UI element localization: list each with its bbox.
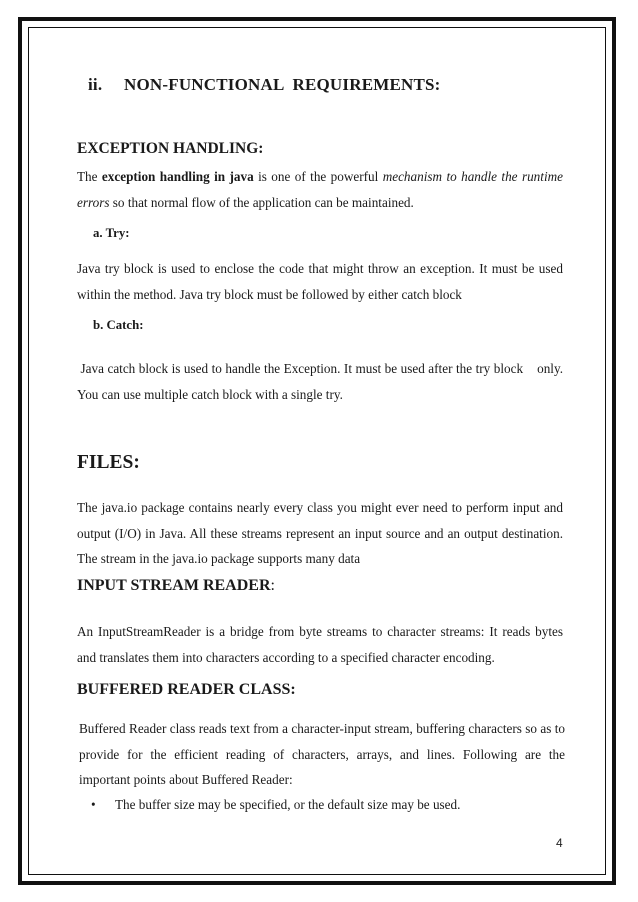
bullet-list-item [91,797,460,813]
section-title: NON-FUNCTIONAL REQUIREMENTS: [124,75,441,94]
intro-italic-phrase: mechanism to handle the runtime [382,169,563,184]
intro-text-mid: is one of the powerful [253,169,383,184]
files-paragraph: The java.io package contains nearly every class you might ever need to perform input and output (I/O) in Java. All these streams represent an input source and an output destination. The stream in the java.io package supports many data [77,500,563,566]
input-stream-reader-title: INPUT STREAM READER [77,577,271,594]
page-number: 4 [556,836,563,850]
catch-paragraph: Java catch block is used to handle the Exception. It must be used after the try block only. You can use multiple catch block with a single try. [77,361,566,402]
catch-label: b. Catch: [93,318,144,332]
section-heading [83,75,441,95]
input-stream-reader-heading [77,577,275,595]
input-stream-reader-colon: : [270,577,275,594]
exception-handling-paragraph [77,164,563,215]
exception-handling-heading: EXCEPTION HANDLING: [77,140,264,157]
intro-italic-word: errors [77,194,110,210]
buffered-reader-paragraph: Buffered Reader class reads text from a character-input stream, buffering characters so as to provide for the efficient reading of characters, arrays, and lines. Following are the important points about Buffered Reader: [79,721,565,787]
try-paragraph: Java try block is used to enclose the code that might throw an exception. It must be used within the method. Java try block must be followed by either catch block [77,261,563,302]
intro-text-end: so that normal flow of the application can be maintained. [109,194,414,210]
intro-text-start: The [77,169,102,184]
input-stream-reader-paragraph: An InputStreamReader is a bridge from byte streams to character streams: It reads bytes and translates them into characters according to a specified character encoding. [77,624,563,665]
files-heading: FILES: [77,452,140,473]
try-label: a. Try: [93,226,130,240]
bullet-text: The buffer size may be specified, or the default size may be used. [115,797,461,812]
bullet-icon: • [91,797,96,812]
intro-bold-term: exception handling in java [101,169,254,184]
buffered-reader-heading: BUFFERED READER CLASS: [77,681,296,698]
section-number: ii. [88,75,103,94]
